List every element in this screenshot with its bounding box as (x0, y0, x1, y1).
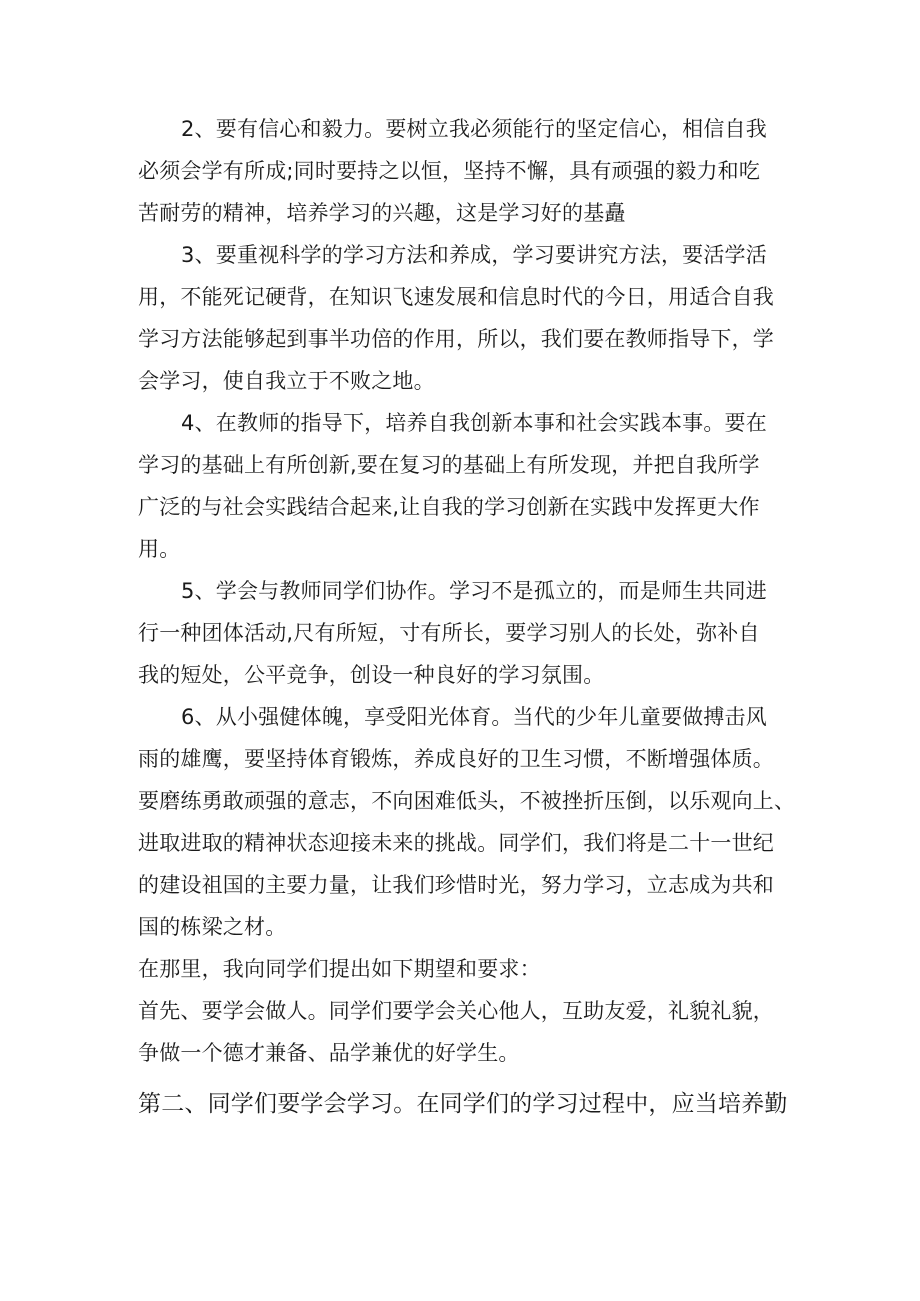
paragraph-2-line-2: 必须会学有所成;同时要持之以恒，坚持不懈，具有顽强的毅力和吃 (138, 159, 761, 183)
paragraph-6-line-1: 6、从小强健体魄，享受阳光体育。当代的少年儿童要做搏击风 (181, 705, 767, 729)
first-requirement-line-1: 首先、要学会做人。同学们要学会关心他人，互助友爱，礼貌礼貌， (138, 999, 774, 1023)
paragraph-5-line-3: 我的短处，公平竞争，创设一种良好的学习氛围。 (138, 663, 605, 687)
paragraph-6-line-2: 雨的雄鹰，要坚持体育锻炼，养成良好的卫生习惯，不断增强体质。 (138, 747, 774, 771)
paragraph-5-line-2: 行一种团体活动,尺有所短，寸有所长，要学习别人的长处，弥补自 (138, 621, 760, 645)
paragraph-4-line-3: 广泛的与社会实践结合起来,让自我的学习创新在实践中发挥更大作 (138, 495, 760, 519)
paragraph-6-line-4: 进取进取的精神状态迎接未来的挑战。同学们，我们将是二十一世纪 (138, 831, 774, 855)
first-requirement-line-2: 争做一个德才兼备、品学兼优的好学生。 (138, 1041, 520, 1065)
paragraph-4-line-2: 学习的基础上有所创新,要在复习的基础上有所发现，并把自我所学 (138, 453, 760, 477)
second-requirement-line-1: 第二、同学们要学会学习。在同学们的学习过程中，应当培养勤 (138, 1091, 788, 1117)
paragraph-2-line-3: 苦耐劳的精神，培养学习的兴趣，这是学习好的基矗 (138, 201, 626, 225)
paragraph-6-line-3: 要磨练勇敢顽强的意志，不向困难低头，不被挫折压倒，以乐观向上、 (138, 789, 796, 813)
paragraph-5-line-1: 5、学会与教师同学们协作。学习不是孤立的，而是师生共同进 (181, 579, 767, 603)
paragraph-3-line-3: 学习方法能够起到事半功倍的作用，所以，我们要在教师指导下，学 (138, 327, 774, 351)
paragraph-6-line-5: 的建设祖国的主要力量，让我们珍惜时光，努力学习，立志成为共和 (138, 873, 774, 897)
paragraph-4-line-4: 用。 (138, 537, 181, 561)
document-body (138, 108, 796, 1128)
paragraph-2-line-1: 2、要有信心和毅力。要树立我必须能行的坚定信心，相信自我 (181, 117, 767, 141)
paragraph-3-line-2: 用，不能死记硬背，在知识飞速发展和信息时代的今日，用适合自我 (138, 285, 774, 309)
paragraph-3-line-1: 3、要重视科学的学习方法和养成，学习要讲究方法，要活学活 (181, 243, 767, 267)
intro-line: 在那里，我向同学们提出如下期望和要求： (138, 957, 541, 981)
paragraph-3-line-4: 会学习，使自我立于不败之地。 (138, 369, 435, 393)
paragraph-6-line-6: 国的栋梁之材。 (138, 915, 287, 939)
paragraph-4-line-1: 4、在教师的指导下，培养自我创新本事和社会实践本事。要在 (181, 411, 767, 435)
